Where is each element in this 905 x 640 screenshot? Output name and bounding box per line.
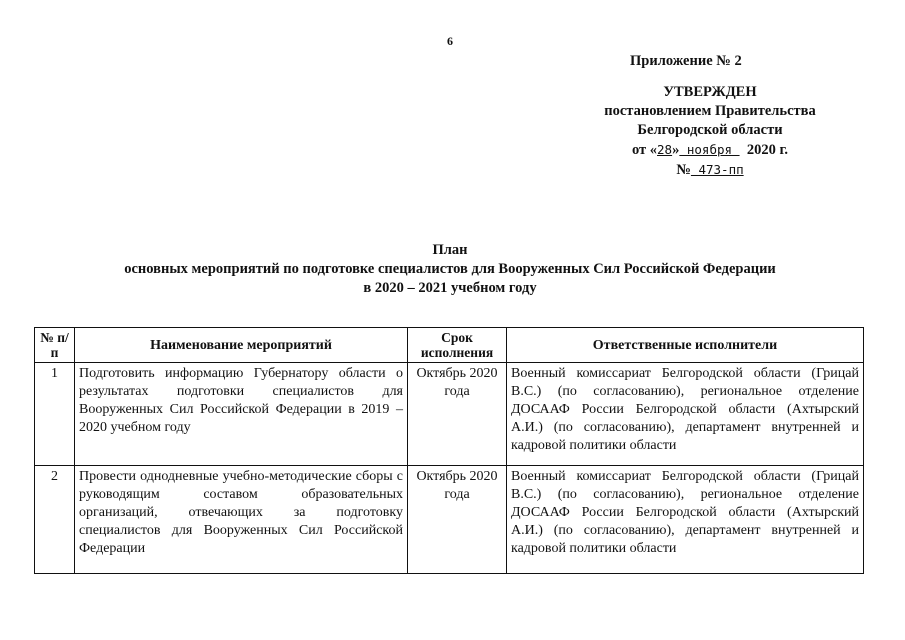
- appendix-label: Приложение № 2: [630, 53, 742, 69]
- plan-title-line1: План: [432, 242, 468, 258]
- number-value: 473-пп: [690, 162, 744, 177]
- approved-by-line: постановлением Правительства: [604, 103, 816, 119]
- row-term: Октябрь 2020 года: [408, 466, 507, 574]
- row-name: Подготовить информацию Губернатору области о результатах подготовки специалистов для Вооруженных Сил Российской Федерации в 2019 – 2020 учебном году: [75, 363, 408, 466]
- row-index: 2: [35, 466, 75, 574]
- approved-heading: УТВЕРЖДЕН: [663, 84, 757, 100]
- approval-block: [570, 52, 850, 180]
- number-prefix: №: [676, 162, 691, 178]
- row-term: Октябрь 2020 года: [408, 363, 507, 466]
- approval-number: [570, 160, 850, 180]
- approved-region: Белгородской области: [637, 122, 783, 138]
- header-index: № п/п: [35, 328, 75, 363]
- table-row: [35, 363, 864, 466]
- table-row: [35, 466, 864, 574]
- date-year: 2020 г.: [746, 142, 789, 158]
- plan-title: [60, 241, 840, 298]
- date-prefix: от «: [631, 142, 658, 158]
- date-month: ноября: [679, 142, 740, 157]
- page-number: 6: [447, 34, 453, 48]
- header-responsible: Ответственные исполнители: [507, 328, 864, 363]
- table-header-row: [35, 328, 864, 363]
- header-term: Срок исполнения: [408, 328, 507, 363]
- row-responsible: Военный комиссариат Белгородской области (Грицай В.С.) (по согласованию), региональное отделение ДОСААФ России Белгородской области (Ахтырский А.И.) (по согласованию), департамент внутренней и кадровой политики области: [507, 363, 864, 466]
- row-index: 1: [35, 363, 75, 466]
- row-responsible: Военный комиссариат Белгородской области (Грицай В.С.) (по согласованию), региональное отделение ДОСААФ России Белгородской области (Ахтырский А.И.) (по согласованию), департамент внутренней и кадровой политики области: [507, 466, 864, 574]
- plan-title-line3: в 2020 – 2021 учебном году: [363, 280, 537, 296]
- row-name: Провести однодневные учебно-методические сборы с руководящим составом образовательных организаций, отвечающих за подготовку специалистов для Вооруженных Сил Российской Федерации: [75, 466, 408, 574]
- plan-title-line2: основных мероприятий по подготовке специалистов для Вооруженных Сил Российской Федерации: [124, 261, 776, 277]
- plan-table: [34, 327, 864, 574]
- date-mid: »: [672, 142, 680, 158]
- date-day: 28: [657, 142, 673, 157]
- header-name: Наименование мероприятий: [75, 328, 408, 363]
- approval-date: [570, 140, 850, 160]
